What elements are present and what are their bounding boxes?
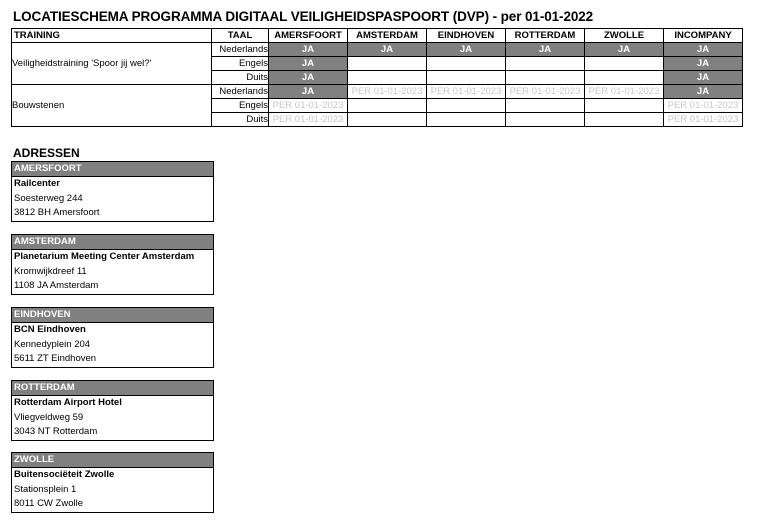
language-cell: Engels	[212, 99, 269, 113]
availability-empty-cell	[585, 57, 664, 71]
address-street: Kromwijkdreef 11	[14, 265, 87, 277]
availability-yes-cell: JA	[506, 43, 585, 57]
availability-yes-cell: JA	[585, 43, 664, 57]
availability-future-cell: PER 01-01-2023	[664, 99, 743, 113]
availability-empty-cell	[348, 71, 427, 85]
table-row	[12, 43, 743, 57]
availability-yes-cell: JA	[269, 43, 348, 57]
address-venue-name: Rotterdam Airport Hotel	[14, 397, 122, 408]
availability-future-cell: PER 01-01-2023	[427, 85, 506, 99]
address-city-header: ROTTERDAM	[12, 381, 213, 396]
availability-future-cell: PER 01-01-2023	[269, 113, 348, 127]
address-postal: 5611 ZT Eindhoven	[14, 353, 97, 364]
availability-empty-cell	[585, 71, 664, 85]
address-postal: 3812 BH Amersfoort	[14, 207, 100, 218]
addresses-heading: ADRESSEN	[13, 146, 80, 160]
address-postal: 1108 JA Amsterdam	[14, 280, 99, 291]
address-city-header: EINDHOVEN	[12, 308, 213, 323]
header-location: AMSTERDAM	[348, 29, 427, 43]
availability-empty-cell	[585, 99, 664, 113]
availability-empty-cell	[348, 113, 427, 127]
address-street: Vliegveldweg 59	[14, 411, 84, 423]
address-city-header: ZWOLLE	[12, 453, 213, 468]
availability-future-cell: PER 01-01-2023	[585, 85, 664, 99]
availability-yes-cell: JA	[664, 57, 743, 71]
address-postal: 3043 NT Rotterdam	[14, 426, 98, 437]
availability-empty-cell	[506, 113, 585, 127]
availability-yes-cell: JA	[269, 85, 348, 99]
address-venue-name: BCN Eindhoven	[14, 324, 86, 335]
availability-empty-cell	[585, 113, 664, 127]
header-location: AMERSFOORT	[269, 29, 348, 43]
header-location: EINDHOVEN	[427, 29, 506, 43]
availability-yes-cell: JA	[269, 71, 348, 85]
header-training: TRAINING	[12, 29, 212, 43]
availability-future-cell: PER 01-01-2023	[664, 113, 743, 127]
address-block	[11, 161, 214, 222]
language-cell: Engels	[212, 57, 269, 71]
header-location: ZWOLLE	[585, 29, 664, 43]
header-location: ROTTERDAM	[506, 29, 585, 43]
availability-empty-cell	[427, 113, 506, 127]
availability-empty-cell	[348, 57, 427, 71]
training-name: Bouwstenen	[12, 85, 212, 127]
address-city-header: AMSTERDAM	[12, 235, 213, 250]
availability-yes-cell: JA	[269, 57, 348, 71]
address-street: Stationsplein 1	[14, 483, 77, 495]
page-title: LOCATIESCHEMA PROGRAMMA DIGITAAL VEILIGHEIDSPASPOORT (DVP) - per 01-01-2022	[13, 9, 594, 24]
availability-empty-cell	[427, 99, 506, 113]
availability-empty-cell	[506, 71, 585, 85]
header-location: INCOMPANY	[664, 29, 743, 43]
address-block	[11, 452, 214, 513]
language-cell: Nederlands	[212, 43, 269, 57]
address-street: Soesterweg 244	[14, 192, 83, 204]
location-schedule-table	[11, 28, 743, 127]
table-row	[12, 85, 743, 99]
table-header-row	[12, 29, 743, 43]
availability-empty-cell	[506, 57, 585, 71]
language-cell: Duits	[212, 113, 269, 127]
address-block	[11, 380, 214, 441]
address-block	[11, 234, 214, 295]
header-taal: TAAL	[212, 29, 269, 43]
availability-empty-cell	[427, 57, 506, 71]
training-name: Veiligheidstraining 'Spoor jij wel?'	[12, 43, 212, 85]
availability-empty-cell	[348, 99, 427, 113]
address-venue-name: Planetarium Meeting Center Amsterdam	[14, 251, 195, 262]
address-block	[11, 307, 214, 368]
address-venue-name: Buitensociëteit Zwolle	[14, 469, 115, 480]
availability-yes-cell: JA	[664, 85, 743, 99]
availability-future-cell: PER 01-01-2023	[269, 99, 348, 113]
language-cell: Duits	[212, 71, 269, 85]
address-venue-name: Railcenter	[14, 178, 60, 189]
address-city-header: AMERSFOORT	[12, 162, 213, 177]
availability-yes-cell: JA	[348, 43, 427, 57]
availability-yes-cell: JA	[664, 71, 743, 85]
availability-yes-cell: JA	[427, 43, 506, 57]
address-postal: 8011 CW Zwolle	[14, 498, 83, 509]
language-cell: Nederlands	[212, 85, 269, 99]
availability-empty-cell	[427, 71, 506, 85]
availability-yes-cell: JA	[664, 43, 743, 57]
availability-future-cell: PER 01-01-2023	[348, 85, 427, 99]
availability-future-cell: PER 01-01-2023	[506, 85, 585, 99]
availability-empty-cell	[506, 99, 585, 113]
address-street: Kennedyplein 204	[14, 338, 91, 350]
